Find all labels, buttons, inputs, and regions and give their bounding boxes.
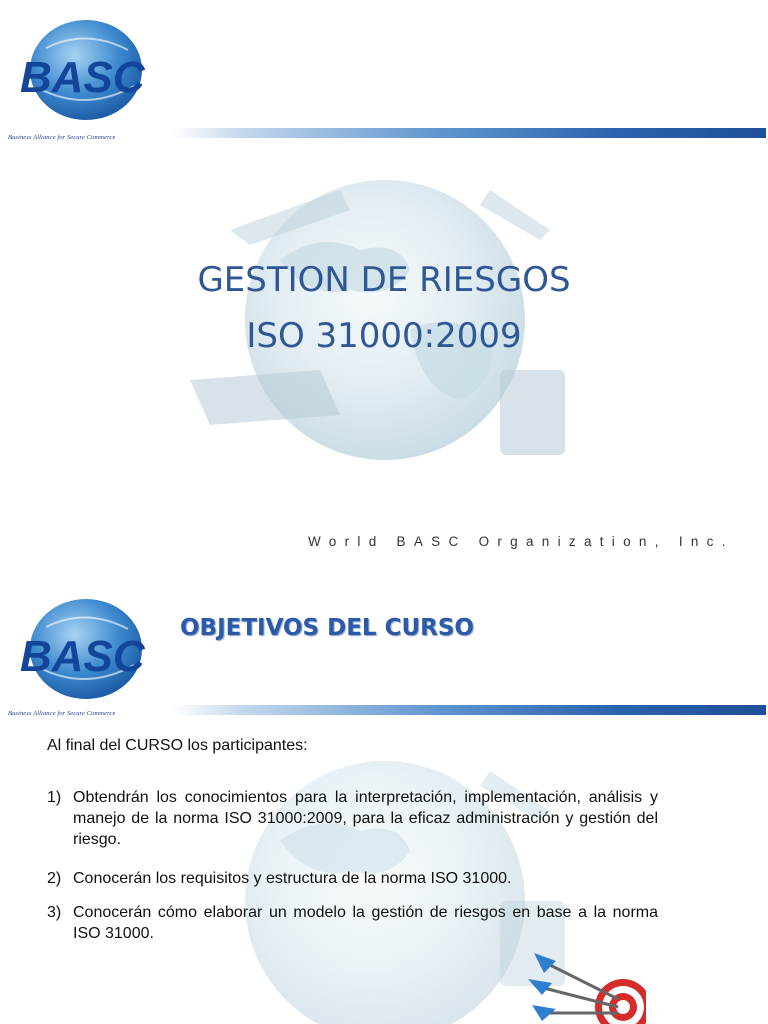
list-item [47, 787, 658, 850]
list-item [47, 902, 658, 944]
darts-target-icon [526, 951, 646, 1024]
basc-logo-text [16, 625, 150, 685]
item-text: Conocerán los requisitos y estructura de la norma ISO 31000. [73, 870, 512, 887]
item-number: 1) [47, 789, 62, 806]
basc-logo-text [16, 46, 150, 106]
organization-footer: World BASC Organization, Inc. [308, 534, 734, 549]
basc-logo [8, 597, 158, 715]
intro-text: Al final del CURSO los participantes: [47, 737, 308, 754]
slide-objectives [0, 581, 768, 1024]
list-item [47, 868, 658, 889]
item-text: Conocerán cómo elaborar un modelo la gestión de riesgos en base a la norma ISO 31000. [73, 904, 658, 942]
slide-title-text [0, 255, 768, 361]
header-bar [172, 705, 766, 715]
objectives-list [47, 787, 658, 957]
basc-logo [8, 18, 158, 141]
item-text: Obtendrán los conocimientos para la interpretación, implementación, análisis y manejo de la norma ISO 31000:2009, para la eficaz administración y gestión del riesgo. [73, 789, 658, 848]
title-line-1: GESTION DE RIESGOS [197, 260, 571, 300]
slide-title-text: OBJETIVOS DEL CURSO [180, 615, 474, 641]
title-line-2: ISO 31000:2009 [246, 316, 522, 356]
logo-tagline: Business Alliance for Secure Commerce [8, 710, 116, 717]
svg-text:BASC: BASC [20, 53, 145, 102]
header-bar [172, 128, 766, 138]
item-number: 3) [47, 904, 62, 921]
item-number: 2) [47, 870, 62, 887]
svg-text:BASC: BASC [20, 632, 145, 681]
logo-tagline: Business Alliance for Secure Commerce [8, 134, 116, 141]
